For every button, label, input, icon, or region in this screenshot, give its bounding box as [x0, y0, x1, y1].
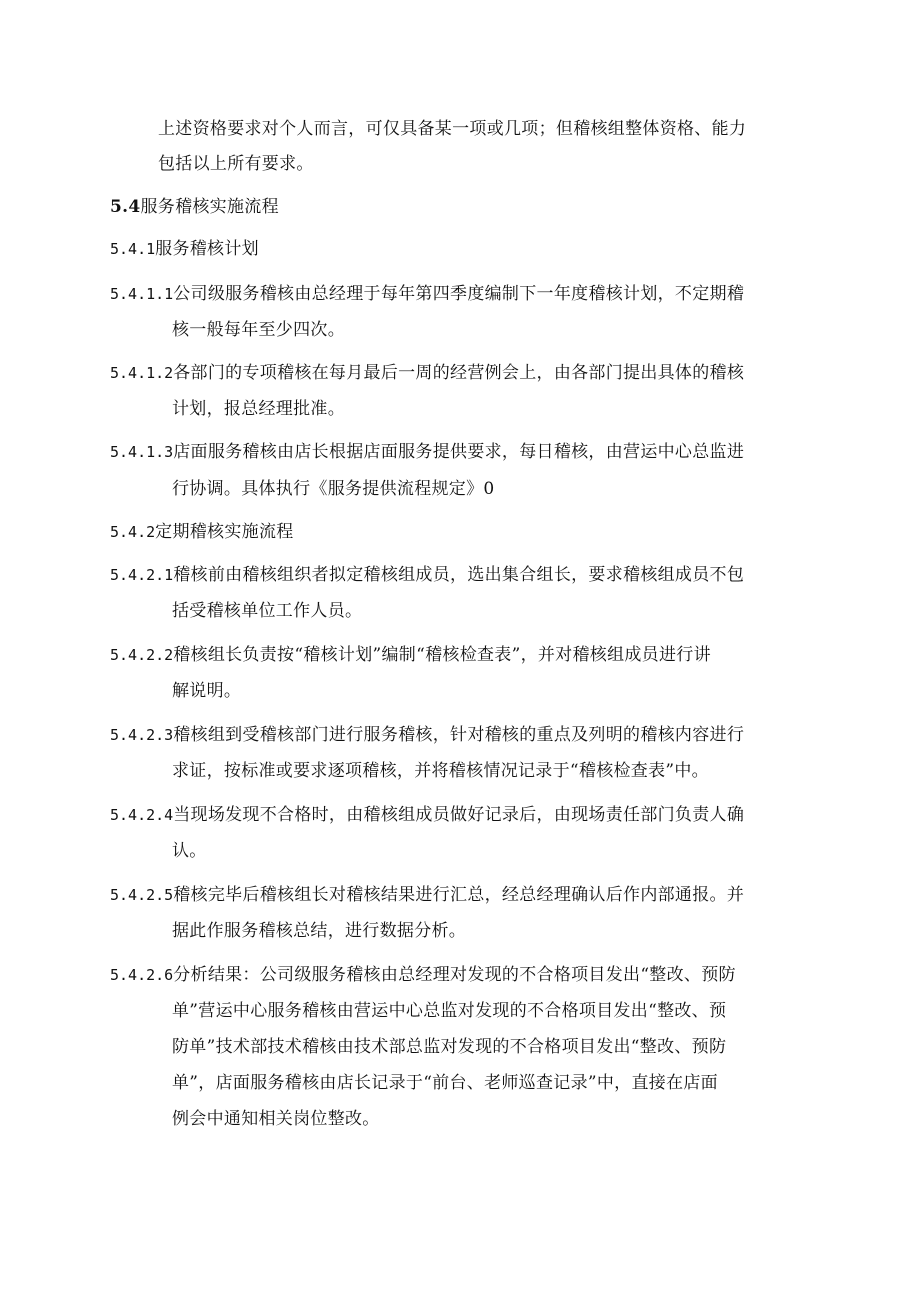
clause-5-4-2-2-line-2: 解说明。 [172, 681, 242, 701]
clause-number: 5.4.1.1 [110, 285, 174, 303]
clause-number: 5.4.1.3 [110, 443, 174, 461]
section-number: 5.4.1 [110, 240, 156, 258]
clause-number: 5.4.2.6 [110, 966, 174, 984]
clause-text: 店面服务稽核由店长根据店面服务提供要求，每日稽核，由营运中心总监进 [173, 442, 745, 462]
section-5-4-2-heading [110, 521, 294, 543]
clause-5-4-2-3-line-1 [110, 724, 744, 746]
clause-number: 5.4.1.2 [110, 364, 174, 382]
clause-5-4-1-2-line-1 [110, 362, 744, 384]
clause-text: 稽核组长负责按“稽核计划”编制“稽核检查表”，并对稽核组成员进行讲 [173, 645, 711, 665]
clause-number: 5.4.2.4 [110, 806, 174, 824]
section-title: 服务稽核计划 [155, 239, 259, 259]
clause-5-4-2-5-line-2: 据此作服务稽核总结，进行数据分析。 [172, 921, 467, 941]
clause-5-4-2-4-line-2: 认。 [172, 841, 207, 861]
section-number: 5.4 [110, 197, 141, 217]
clause-5-4-2-1-line-1 [110, 564, 744, 586]
clause-5-4-1-2-line-2: 计划，报总经理批准。 [172, 399, 345, 419]
clause-number: 5.4.2.1 [110, 566, 174, 584]
clause-5-4-2-6-line-2: 单”营运中心服务稽核由营运中心总监对发现的不合格项目发出“整改、预 [172, 1001, 727, 1021]
section-5-4-heading [110, 196, 279, 218]
intro-line-2: 包括以上所有要求。 [158, 154, 314, 174]
clause-text: 稽核完毕后稽核组长对稽核结果进行汇总，经总经理确认后作内部通报。并 [173, 885, 745, 905]
clause-text: 稽核前由稽核组织者拟定稽核组成员，选出集合组长，要求稽核组成员不包 [173, 565, 745, 585]
clause-5-4-2-2-line-1 [110, 644, 711, 666]
clause-5-4-2-4-line-1 [110, 804, 744, 826]
clause-number: 5.4.2.2 [110, 646, 174, 664]
clause-number: 5.4.2.3 [110, 726, 174, 744]
section-5-4-1-heading [110, 238, 259, 260]
clause-5-4-1-1-line-2: 核一般每年至少四次。 [172, 320, 345, 340]
section-title: 服务稽核实施流程 [140, 197, 279, 217]
clause-number: 5.4.2.5 [110, 886, 174, 904]
clause-5-4-2-6-line-3: 防单”技术部技术稽核由技术部总监对发现的不合格项目发出“整改、预防 [172, 1037, 727, 1057]
section-title: 定期稽核实施流程 [155, 522, 294, 542]
clause-5-4-2-1-line-2: 括受稽核单位工作人员。 [172, 601, 363, 621]
clause-5-4-1-3-line-1 [110, 441, 744, 463]
clause-text: 稽核组到受稽核部门进行服务稽核，针对稽核的重点及列明的稽核内容进行 [173, 725, 745, 745]
intro-line-1: 上述资格要求对个人而言，可仅具备某一项或几项；但稽核组整体资格、能力 [158, 119, 747, 139]
clause-text: 各部门的专项稽核在每月最后一周的经营例会上，由各部门提出具体的稽核 [173, 363, 745, 383]
clause-5-4-2-6-line-5: 例会中通知相关岗位整改。 [172, 1109, 380, 1129]
clause-text: 当现场发现不合格时，由稽核组成员做好记录后，由现场责任部门负责人确 [173, 805, 745, 825]
section-number: 5.4.2 [110, 523, 156, 541]
clause-5-4-1-3-line-2: 行协调。具体执行《服务提供流程规定》0 [172, 479, 495, 499]
clause-5-4-2-5-line-1 [110, 884, 744, 906]
clause-5-4-2-6-line-1 [110, 964, 736, 986]
clause-5-4-2-6-line-4: 单”，店面服务稽核由店长记录于“前台、老师巡查记录”中，直接在店面 [172, 1073, 718, 1093]
clause-text: 分析结果：公司级服务稽核由总经理对发现的不合格项目发出“整改、预防 [173, 965, 736, 985]
clause-5-4-2-3-line-2: 求证，按标准或要求逐项稽核，并将稽核情况记录于“稽核检查表”中。 [172, 761, 709, 781]
clause-text: 公司级服务稽核由总经理于每年第四季度编制下一年度稽核计划，不定期稽 [173, 284, 745, 304]
clause-5-4-1-1-line-1 [110, 283, 744, 305]
